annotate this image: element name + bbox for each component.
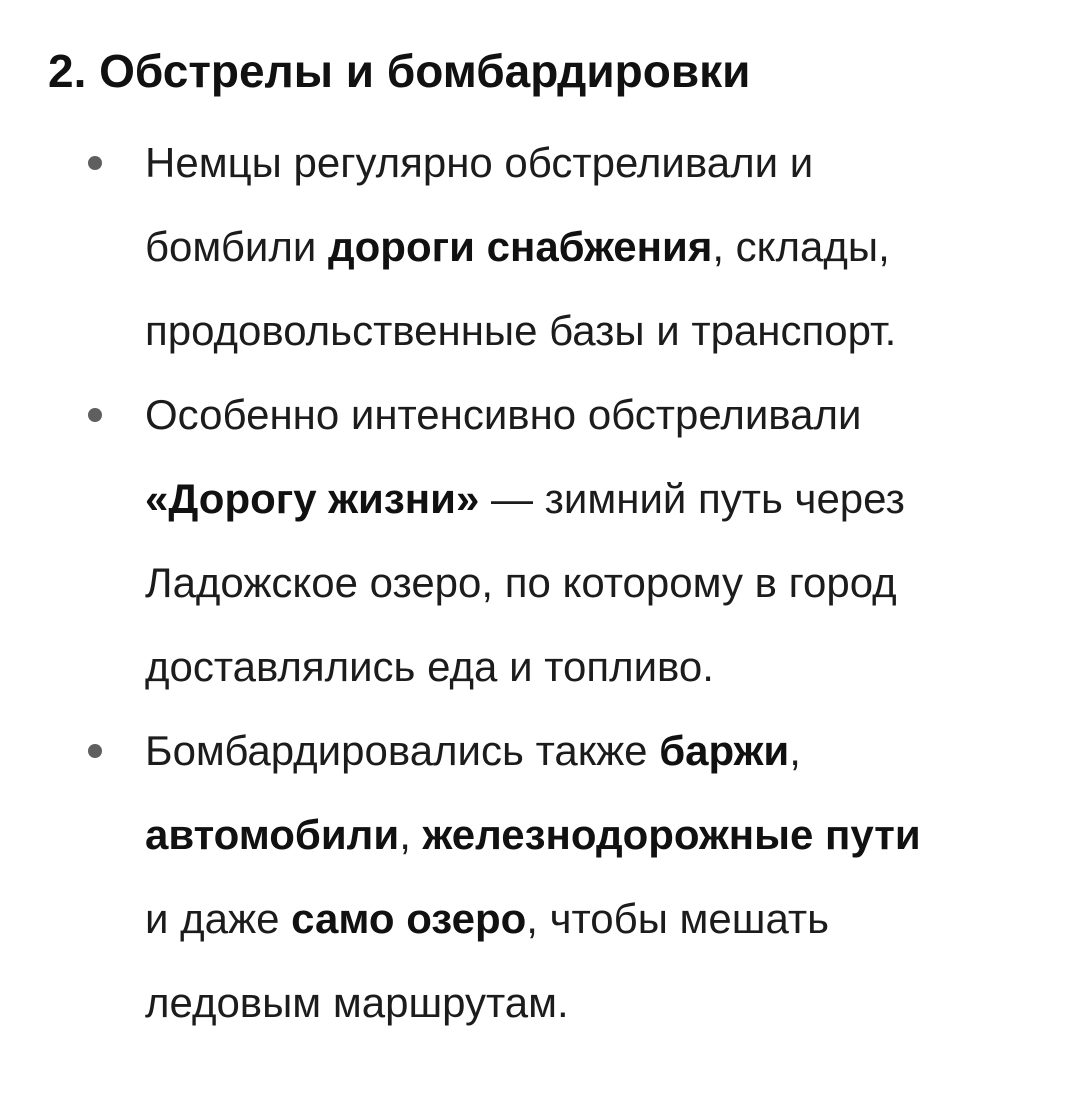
bullet-dot-icon (88, 408, 102, 422)
bullet-dot-icon (88, 744, 102, 758)
text-segment: , (789, 727, 801, 774)
bullet-text-line (145, 793, 1048, 877)
text-segment: ледовым маршрутам. (145, 979, 569, 1026)
bold-text: баржи (659, 727, 790, 774)
bold-text: железнодорожные пути (422, 811, 921, 858)
text-segment: Ладожское озеро, по которому в город (145, 559, 897, 606)
bullet-text-line (145, 205, 1048, 289)
text-segment: , чтобы мешать (526, 895, 830, 942)
bold-text: дороги снабжения (327, 223, 713, 270)
text-segment: Немцы регулярно обстреливали и (145, 139, 814, 186)
text-segment: Особенно интенсивно обстреливали (145, 391, 862, 438)
text-segment: Бомбардировались также (145, 727, 660, 774)
text-segment: продовольственные базы и транспорт. (145, 307, 897, 354)
bullet-item (48, 373, 1048, 709)
bullet-text-line (145, 625, 1048, 709)
bullet-text-line (145, 877, 1048, 961)
bullet-text-line (145, 289, 1048, 373)
text-segment: и даже (145, 895, 292, 942)
bullet-list (48, 121, 1048, 1045)
bullet-text-line (145, 121, 1048, 205)
text-segment: — зимний путь через (479, 475, 905, 522)
text-segment: бомбили (145, 223, 328, 270)
article-section (48, 40, 1048, 1045)
bold-text: «Дорогу жизни» (145, 475, 480, 522)
bullet-text-line (145, 373, 1048, 457)
bullet-text-line (145, 541, 1048, 625)
text-segment: , (399, 811, 423, 858)
bold-text: автомобили (145, 811, 400, 858)
bullet-dot-icon (88, 156, 102, 170)
bullet-text-line (145, 961, 1048, 1045)
bullet-text-line (145, 709, 1048, 793)
bullet-item (48, 709, 1048, 1045)
text-segment: , склады, (712, 223, 890, 270)
bullet-item (48, 121, 1048, 373)
text-segment: доставлялись еда и топливо. (145, 643, 714, 690)
section-heading: 2. Обстрелы и бомбардировки (48, 45, 751, 97)
bullet-text-line (145, 457, 1048, 541)
bold-text: само озеро (291, 895, 527, 942)
